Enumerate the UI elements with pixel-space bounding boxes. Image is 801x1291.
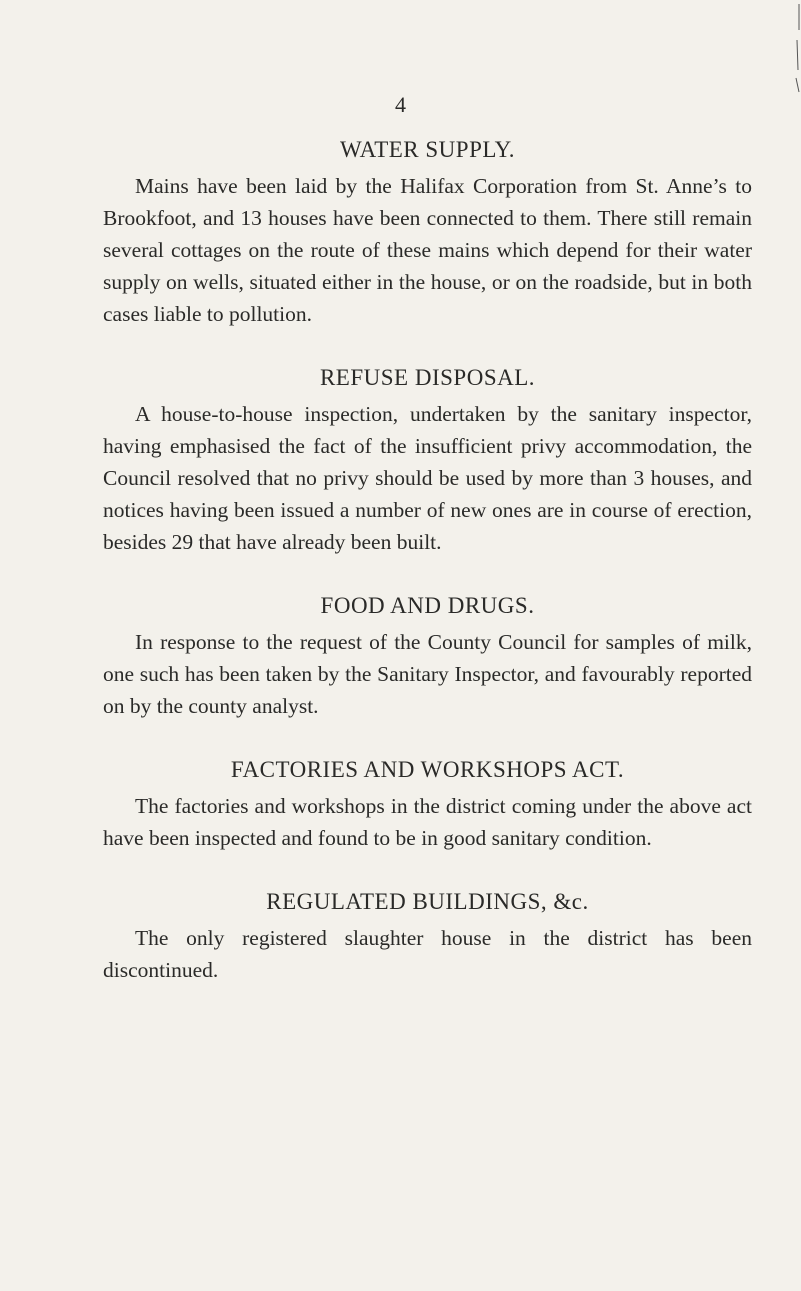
section-regulated-buildings xyxy=(103,886,752,986)
section-paragraph: The factories and workshops in the district coming under the above act have been inspected and found to be in good sanitary condition. xyxy=(103,794,752,850)
section-heading: FOOD AND DRUGS. xyxy=(320,593,535,618)
section-heading: REGULATED BUILDINGS, &c. xyxy=(266,889,589,914)
page-edge-mark xyxy=(791,0,801,100)
section-heading: REFUSE DISPOSAL. xyxy=(319,365,536,390)
section-paragraph: In response to the request of the County Council for samples of milk, one such has been taken by the Sanitary Inspector, and favourably reported on by the county analyst. xyxy=(103,630,752,718)
section-heading: WATER SUPPLY. xyxy=(339,137,516,162)
section-paragraph: Mains have been laid by the Halifax Corporation from St. Anne’s to Brookfoot, and 13 houses have been connected to them. There still remain several cottages on the route of these mains which depend for their water supply on wells, situated either in the house, or on the roadside, but in both cases liable to pollution. xyxy=(103,174,752,326)
page-number: 4 xyxy=(395,92,406,117)
section-refuse-disposal xyxy=(103,362,752,558)
section-paragraph: The only registered slaughter house in the district has been discontinued. xyxy=(103,926,752,982)
section-heading: FACTORIES AND WORKSHOPS ACT. xyxy=(230,757,625,782)
section-food-and-drugs xyxy=(103,590,752,722)
section-paragraph: A house-to-house inspection, undertaken by the sanitary inspector, having emphasised the fact of the insufficient privy accommodation, the Council resolved that no privy should be used by more than 3 houses, and notices having been issued a number of new ones are in course of erection, besides 29 that have already been built. xyxy=(103,402,752,554)
document-content xyxy=(103,134,752,1018)
section-water-supply xyxy=(103,134,752,330)
section-factories-workshops xyxy=(103,754,752,854)
